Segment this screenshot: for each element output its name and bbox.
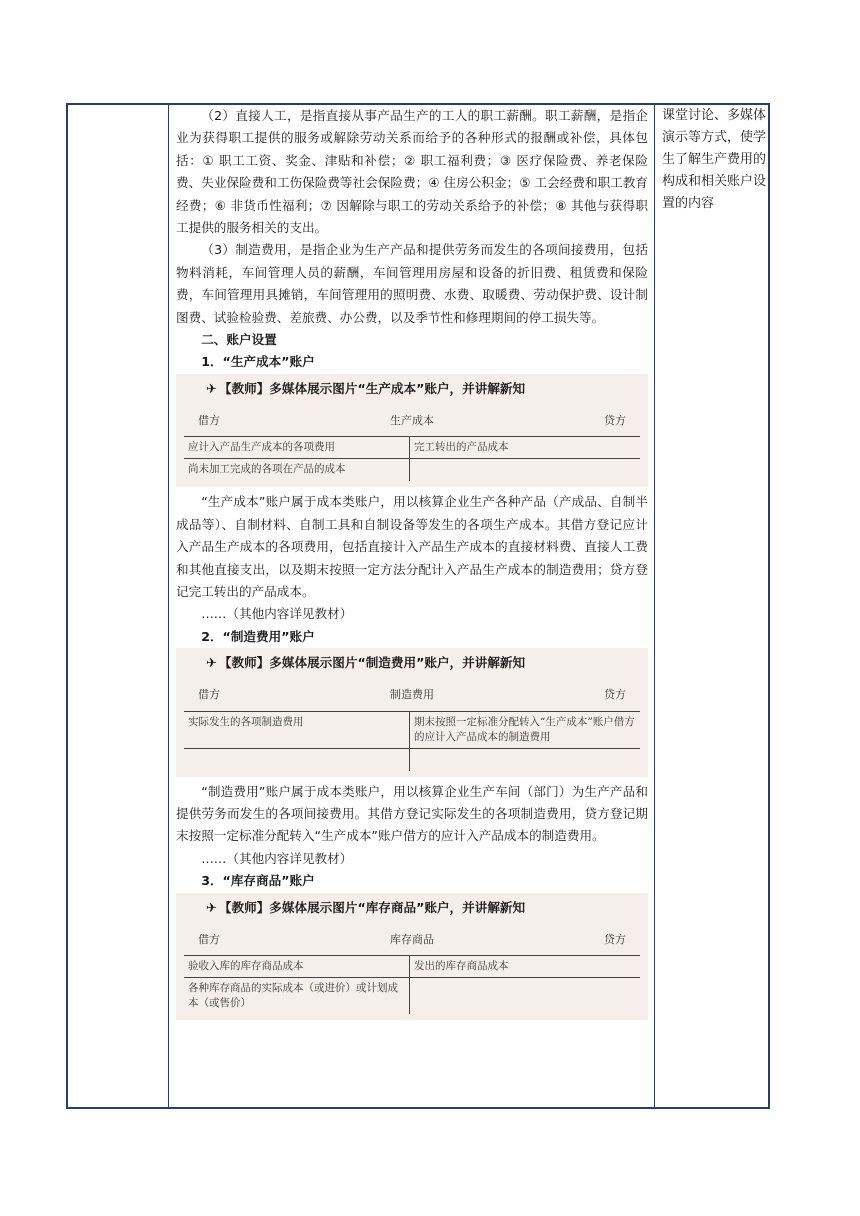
airplane-icon: ✈ bbox=[206, 381, 217, 397]
account-description: “制造费用”账户属于成本类账户，用以核算企业生产车间（部门）为生产产品和提供劳务而发生的各项间接费用。其借方登记实际发生的各项制造费用，贷方登记期末按照一定标准分配转入“生产成本”账户借方的应计入产品成本的制造费用。 bbox=[176, 783, 648, 844]
lesson-content bbox=[176, 105, 648, 1020]
debit-balance: 各种库存商品的实际成本（或进价）或计划成本（或售价） bbox=[184, 978, 410, 1014]
credit-label: 贷方 bbox=[604, 413, 626, 427]
account-name: 制造费用 bbox=[390, 688, 434, 702]
teaching-method-note: 课堂讨论、多媒体演示等方式，使学生了解生产费用的构成和相关账户设置的内容 bbox=[662, 108, 767, 211]
section-heading: 二、账户设置 bbox=[201, 332, 277, 348]
teacher-note: ✈ 【教师】多媒体展示图片“生产成本”账户，并讲解新知 bbox=[206, 380, 526, 397]
credit-entry: 期末按照一定标准分配转入“生产成本”账户借方的应计入产品成本的制造费用 bbox=[410, 712, 640, 749]
direct-labor-paragraph: （2）直接人工，是指直接从事产品生产的工人的职工薪酬。职工薪酬，是指企业为获得职工提供的服务或解除劳动关系而给予的各种形式的报酬或补偿，具体包括：① 职工工资、奖金、津贴和补偿；② 职工福利费；③ 医疗保险费、养老保险费、失业保险费和工伤保险费等社会保险费；④ 住房公积金；⑤ 工会经费和职工教育经费；⑥ 非货币性福利；⑦ 因解除与职工的劳动关系给予的补偿；⑧ 其他与获得职工提供的服务相关的支出。 bbox=[176, 108, 648, 236]
credit-entry: 完工转出的产品成本 bbox=[410, 437, 640, 459]
account-heading: 1．“生产成本”账户 bbox=[201, 354, 315, 370]
debit-label: 借方 bbox=[198, 932, 220, 946]
t-account bbox=[184, 929, 640, 1014]
debit-label: 借方 bbox=[198, 688, 220, 702]
account-heading: 3．“库存商品”账户 bbox=[201, 873, 315, 889]
right-column bbox=[654, 103, 770, 1109]
debit-balance: 尚未加工完成的各项在产品的成本 bbox=[184, 459, 410, 481]
debit-label: 借方 bbox=[198, 413, 220, 427]
debit-balance bbox=[184, 749, 410, 771]
airplane-icon: ✈ bbox=[206, 656, 217, 672]
credit-balance bbox=[410, 749, 640, 771]
overhead-paragraph: （3）制造费用，是指企业为生产产品和提供劳务而发生的各项间接费用，包括物料消耗，车间管理人员的薪酬，车间管理用房屋和设备的折旧费、租赁费和保险费，车间管理用具摊销，车间管理用的照明费、水费、取暖费、劳动保护费、设计制图费、试验检验费、差旅费、办公费，以及季节性和修理期间的停工损失等。 bbox=[176, 242, 648, 325]
t-account bbox=[184, 410, 640, 481]
account-heading: 2．“制造费用”账户 bbox=[201, 628, 315, 644]
left-column bbox=[66, 103, 169, 1109]
credit-label: 贷方 bbox=[604, 688, 626, 702]
credit-entry: 发出的库存商品成本 bbox=[410, 956, 640, 978]
t-account bbox=[184, 684, 640, 770]
credit-balance bbox=[410, 459, 640, 481]
t-account-figure bbox=[176, 648, 648, 776]
debit-entry: 实际发生的各项制造费用 bbox=[184, 712, 410, 749]
teacher-note: ✈ 【教师】多媒体展示图片“库存商品”账户，并讲解新知 bbox=[206, 899, 526, 916]
account-description: “生产成本”账户属于成本类账户，用以核算企业生产各种产品（产成品、自制半成品等）、自制材料、自制工具和自制设备等发生的各项生产成本。其借方登记应计入产品生产成本的各项费用，包括直接计入产品生产成本的直接材料费、直接人工费和其他直接支出，以及期末按照一定方法分配计入产品生产成本的制造费用；贷方登记完工转出的产品成本。 bbox=[176, 494, 648, 599]
airplane-icon: ✈ bbox=[206, 900, 217, 916]
debit-entry: 应计入产品生产成本的各项费用 bbox=[184, 437, 410, 459]
account-name: 生产成本 bbox=[390, 413, 434, 427]
credit-balance bbox=[410, 978, 640, 1014]
credit-label: 贷方 bbox=[604, 932, 626, 946]
debit-entry: 验收入库的库存商品成本 bbox=[184, 956, 410, 978]
see-textbook-note: ……（其他内容详见教材） bbox=[201, 850, 353, 866]
t-account-figure bbox=[176, 893, 648, 1020]
t-account-figure bbox=[176, 374, 648, 487]
account-name: 库存商品 bbox=[390, 932, 434, 946]
teacher-note: ✈ 【教师】多媒体展示图片“制造费用”账户，并讲解新知 bbox=[206, 655, 526, 672]
see-textbook-note: ……（其他内容详见教材） bbox=[201, 606, 353, 622]
